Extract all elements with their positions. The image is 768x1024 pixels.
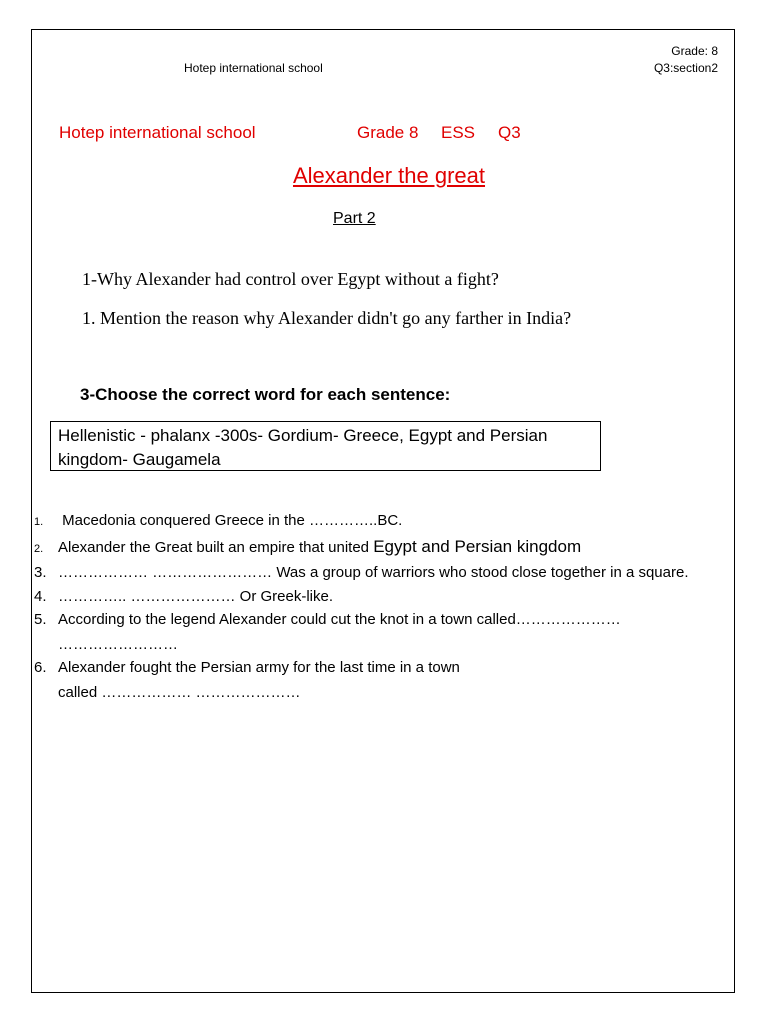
word-bank-box: Hellenistic - phalanx -300s- Gordium- Greece, Egypt and Persian kingdom- Gaugamela (50, 421, 601, 471)
question-1: 1-Why Alexander had control over Egypt without a fight? (82, 269, 499, 289)
sentence-text: ………….. ………………… Or Greek-like. (58, 588, 334, 605)
header-section: Q3:section2 (653, 61, 718, 75)
sentence-number: 1. (34, 516, 44, 528)
sentence-2 (34, 537, 581, 557)
sentence-emphasis: Egypt and Persian kingdom (373, 537, 582, 556)
sentence-3 (34, 564, 689, 581)
title-subject: ESS (441, 123, 476, 142)
sentence-1 (34, 512, 402, 529)
sentence-text: Macedonia conquered Greece in the …………..BC. (58, 512, 403, 529)
sentence-5 (34, 611, 621, 628)
title-school: Hotep international school (59, 123, 256, 142)
sentence-text: ……………… …………………… Was a group of warriors who stood close together in a square. (58, 564, 689, 581)
sentence-text: According to the legend Alexander could cut the knot in a town called………………… (58, 611, 621, 628)
sentence-number: 3. (34, 564, 47, 581)
sentence-text: Alexander the Great built an empire that united (58, 539, 374, 556)
header-grade-section (654, 43, 718, 77)
question-2: 1. Mention the reason why Alexander didn't go any farther in India? (82, 308, 572, 328)
sentence-number: 6. (34, 659, 47, 676)
sentence-number: 2. (34, 543, 44, 555)
header-grade: Grade: 8 (671, 44, 718, 58)
sentence-number: 4. (34, 588, 47, 605)
header-school-name: Hotep international school (184, 61, 323, 75)
main-title: Alexander the great (292, 163, 486, 188)
title-grade: Grade 8 (357, 123, 419, 142)
part-label: Part 2 (333, 210, 376, 227)
sentence-number: 5. (34, 611, 47, 628)
sentence-text: Alexander fought the Persian army for the last time in a town (58, 659, 460, 676)
sentence-5-continuation: …………………… (58, 636, 178, 653)
section-3-heading: 3-Choose the correct word for each sentence: (80, 385, 451, 404)
sentence-6-continuation: called ……………… ………………… (58, 684, 301, 701)
sentence-4 (34, 588, 333, 605)
sentence-6 (34, 659, 460, 676)
title-quarter: Q3 (498, 123, 521, 142)
